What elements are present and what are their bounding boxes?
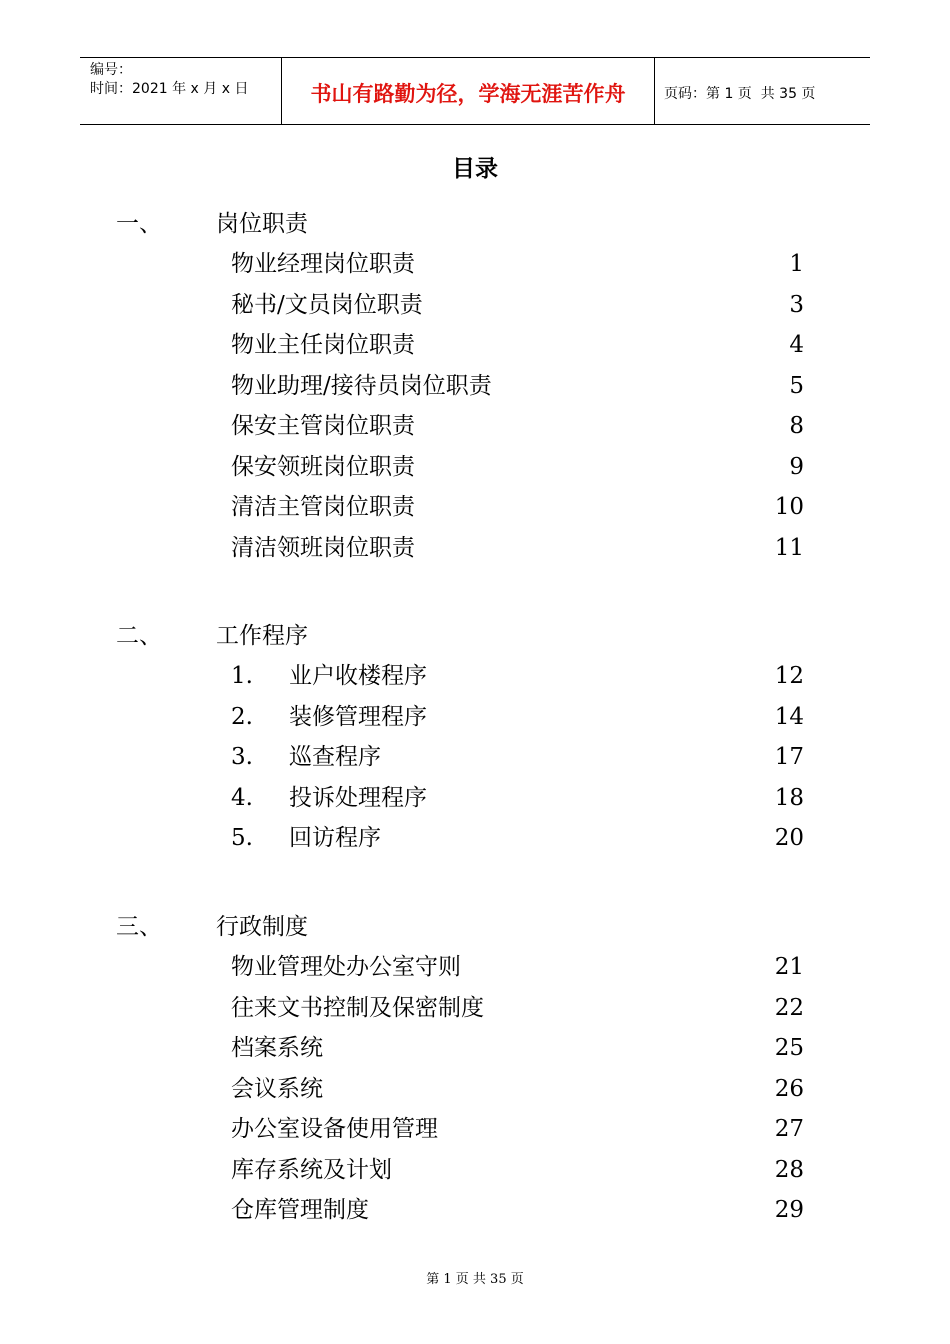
toc-entry-title: 秘书/文员岗位职责 bbox=[231, 292, 423, 318]
toc-entry[interactable] bbox=[0, 782, 950, 814]
toc-entry-title: 物业经理岗位职责 bbox=[231, 251, 415, 277]
toc-entry-title: 保安主管岗位职责 bbox=[231, 413, 415, 439]
toc-entry-title: 仓库管理制度 bbox=[231, 1197, 369, 1223]
toc-entry[interactable] bbox=[0, 289, 950, 321]
toc-entry-page-number: 18 bbox=[774, 785, 804, 811]
toc-title: 目录 bbox=[452, 156, 498, 182]
toc-entry-page-number: 11 bbox=[774, 535, 804, 561]
toc-entry[interactable] bbox=[0, 951, 950, 983]
toc-entry[interactable] bbox=[0, 1032, 950, 1064]
toc-section-number: 二、 bbox=[116, 623, 162, 649]
toc-entry-page-number: 22 bbox=[774, 995, 804, 1021]
toc-entry[interactable] bbox=[0, 451, 950, 483]
toc-entry-title: 往来文书控制及保密制度 bbox=[231, 995, 484, 1021]
toc-entry-title: 保安领班岗位职责 bbox=[231, 454, 415, 480]
toc-entry[interactable] bbox=[0, 701, 950, 733]
toc-entry-title: 投诉处理程序 bbox=[289, 785, 427, 811]
toc-entry[interactable] bbox=[0, 1073, 950, 1105]
toc-entry-title: 装修管理程序 bbox=[289, 704, 427, 730]
toc-entry-title: 清洁领班岗位职责 bbox=[231, 535, 415, 561]
toc-section-heading[interactable] bbox=[0, 911, 950, 943]
toc-entry-title: 回访程序 bbox=[289, 825, 381, 851]
toc-entry[interactable] bbox=[0, 822, 950, 854]
toc-entry-title: 物业主任岗位职责 bbox=[231, 332, 415, 358]
document-number-label: 编号： bbox=[90, 62, 132, 78]
toc-entry-page-number: 26 bbox=[774, 1076, 804, 1102]
toc-entry-page-number: 8 bbox=[789, 413, 804, 439]
toc-entry-page-number: 27 bbox=[774, 1116, 804, 1142]
toc-entry[interactable] bbox=[0, 491, 950, 523]
toc-entry-title: 物业助理/接待员岗位职责 bbox=[231, 373, 492, 399]
toc-entry-number: 1. bbox=[231, 663, 253, 689]
toc-entry-page-number: 20 bbox=[774, 825, 804, 851]
toc-entry-page-number: 1 bbox=[789, 251, 804, 277]
toc-entry[interactable] bbox=[0, 248, 950, 280]
toc-entry-title: 巡查程序 bbox=[289, 744, 381, 770]
toc-entry-page-number: 29 bbox=[774, 1197, 804, 1223]
toc-entry-page-number: 5 bbox=[789, 373, 804, 399]
toc-entry-title: 库存系统及计划 bbox=[231, 1157, 392, 1183]
toc-section-heading[interactable] bbox=[0, 208, 950, 240]
toc-entry-page-number: 10 bbox=[774, 494, 804, 520]
toc-entry-number: 5. bbox=[231, 825, 253, 851]
toc-entry-page-number: 21 bbox=[774, 954, 804, 980]
toc-entry-page-number: 4 bbox=[789, 332, 804, 358]
toc-entry-title: 业户收楼程序 bbox=[289, 663, 427, 689]
toc-entry-page-number: 17 bbox=[774, 744, 804, 770]
toc-entry[interactable] bbox=[0, 1113, 950, 1145]
header-page-info bbox=[655, 58, 870, 124]
toc-entry-page-number: 3 bbox=[789, 292, 804, 318]
toc-section-title: 行政制度 bbox=[216, 914, 308, 940]
toc-entry[interactable] bbox=[0, 1154, 950, 1186]
toc-entry-page-number: 12 bbox=[774, 663, 804, 689]
page-info-text: 页码：第 1 页 共 35 页 bbox=[664, 86, 816, 102]
toc-section-heading[interactable] bbox=[0, 620, 950, 652]
toc-entry-number: 4. bbox=[231, 785, 253, 811]
toc-entry[interactable] bbox=[0, 329, 950, 361]
document-time-label: 时间：2021 年 x 月 x 日 bbox=[90, 81, 249, 97]
toc-entry-title: 物业管理处办公室守则 bbox=[231, 954, 461, 980]
toc-entry-title: 档案系统 bbox=[231, 1035, 323, 1061]
toc-entry-page-number: 28 bbox=[774, 1157, 804, 1183]
toc-entry[interactable] bbox=[0, 741, 950, 773]
toc-entry-title: 会议系统 bbox=[231, 1076, 323, 1102]
toc-section-number: 一、 bbox=[116, 211, 162, 237]
toc-entry[interactable] bbox=[0, 532, 950, 564]
header-meta bbox=[80, 58, 282, 124]
toc-entry-number: 2. bbox=[231, 704, 253, 730]
toc-entry-title: 清洁主管岗位职责 bbox=[231, 494, 415, 520]
toc-entry-number: 3. bbox=[231, 744, 253, 770]
toc-section-title: 工作程序 bbox=[216, 623, 308, 649]
toc-entry[interactable] bbox=[0, 410, 950, 442]
toc-entry[interactable] bbox=[0, 370, 950, 402]
toc-section-title: 岗位职责 bbox=[216, 211, 308, 237]
toc-entry-page-number: 25 bbox=[774, 1035, 804, 1061]
page-footer: 第 1 页 共 35 页 bbox=[426, 1272, 524, 1287]
toc-entry-page-number: 14 bbox=[774, 704, 804, 730]
page-header bbox=[80, 57, 870, 125]
toc-entry[interactable] bbox=[0, 992, 950, 1024]
toc-section-number: 三、 bbox=[116, 914, 162, 940]
toc-entry[interactable] bbox=[0, 660, 950, 692]
header-motto: 书山有路勤为径，学海无涯苦作舟 bbox=[282, 58, 655, 124]
toc-entry[interactable] bbox=[0, 1194, 950, 1226]
toc-entry-title: 办公室设备使用管理 bbox=[231, 1116, 438, 1142]
toc-entry-page-number: 9 bbox=[789, 454, 804, 480]
